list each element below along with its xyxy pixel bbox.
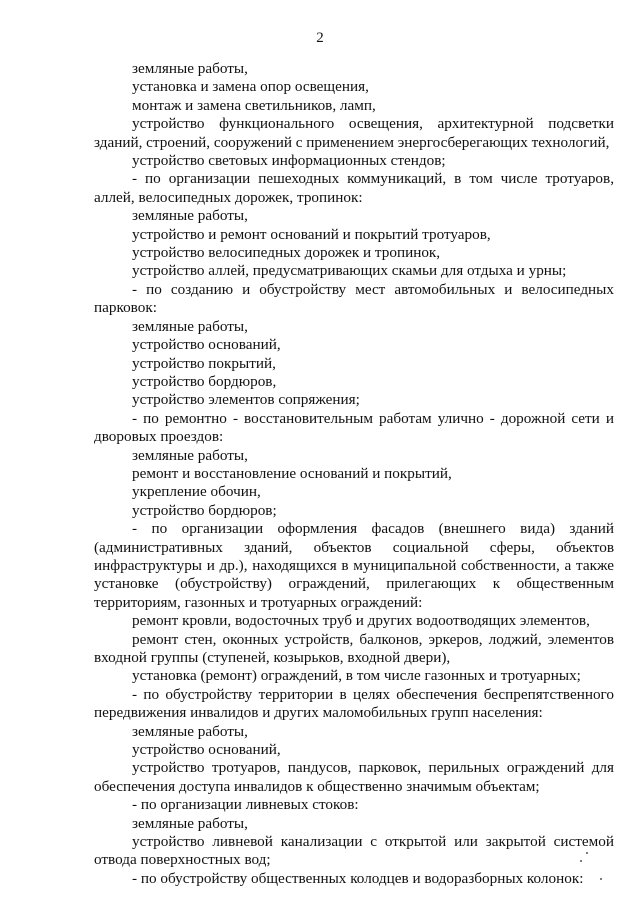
scan-speck bbox=[600, 878, 602, 880]
scan-speck bbox=[586, 852, 588, 854]
paragraph: земляные работы, bbox=[132, 60, 248, 77]
paragraph: устройство велосипедных дорожек и тропинок, bbox=[132, 244, 441, 262]
paragraph: земляные работы, bbox=[132, 722, 248, 740]
paragraph: ремонт стен, оконных устройств, балконов, эркеров, лоджий, элементов входной группы (ступеней, козырьков, входной двери), bbox=[94, 630, 614, 666]
paragraph: земляные работы, bbox=[132, 814, 248, 832]
paragraph: устройство покрытий, bbox=[132, 354, 276, 372]
paragraph: устройство функционального освещения, архитектурной подсветки зданий, строений, сооружений с применением энергосберегающих технологий, bbox=[94, 115, 614, 151]
paragraph: земляные работы, bbox=[132, 207, 248, 225]
body-text bbox=[94, 60, 614, 888]
paragraph: ремонт кровли, водосточных труб и других водоотводящих элементов, bbox=[132, 612, 590, 630]
paragraph: земляные работы, bbox=[132, 446, 248, 464]
paragraph: земляные работы, bbox=[132, 317, 248, 335]
paragraph: устройство бордюров, bbox=[132, 372, 277, 390]
paragraph: - по обустройству территории в целях обеспечения беспрепятственного передвижения инвалидов и других маломобильных групп населения: bbox=[94, 685, 614, 722]
paragraph: - по созданию и обустройству мест автомобильных и велосипедных парковок: bbox=[94, 280, 614, 317]
paragraph: устройство аллей, предусматривающих скамьи для отдыха и урны; bbox=[132, 262, 567, 280]
paragraph: установка и замена опор освещения, bbox=[132, 78, 369, 96]
paragraph: устройство элементов сопряжения; bbox=[132, 391, 360, 409]
paragraph: устройство ливневой канализации с открытой или закрытой системой отвода поверхностных вод; bbox=[94, 833, 614, 869]
paragraph: - по обустройству общественных колодцев и водоразборных колонок: bbox=[132, 869, 584, 887]
paragraph: - по организации оформления фасадов (внешнего вида) зданий (административных зданий, объектов социальной сферы, объектов инфраструктуры и др.), находящихся в муниципальной собственности, а также установке (обустройству) ограждений, прилегающих к общественным территориям, газонных и тротуарных ограждений: bbox=[94, 520, 614, 611]
paragraph: устройство оснований, bbox=[132, 336, 281, 354]
paragraph: устройство тротуаров, пандусов, парковок, перильных ограждений для обеспечения доступа инвалидов к общественно значимым объектам; bbox=[94, 759, 614, 795]
paragraph: устройство и ремонт оснований и покрытий тротуаров, bbox=[132, 225, 491, 243]
paragraph: - по ремонтно - восстановительным работам улично - дорожной сети и дворовых проездов: bbox=[94, 409, 614, 446]
paragraph: - по организации пешеходных коммуникаций, в том числе тротуаров, аллей, велосипедных дорожек, тропинок: bbox=[94, 170, 614, 206]
paragraph: укрепление обочин, bbox=[132, 483, 261, 501]
paragraph: ремонт и восстановление оснований и покрытий, bbox=[132, 464, 452, 482]
scan-speck bbox=[580, 860, 582, 862]
paragraph: устройство бордюров; bbox=[132, 501, 277, 519]
paragraph: - по организации ливневых стоков: bbox=[132, 796, 359, 814]
paragraph: устройство оснований, bbox=[132, 741, 281, 759]
page-number: 2 bbox=[316, 30, 324, 46]
paragraph: устройство световых информационных стендов; bbox=[132, 152, 446, 170]
paragraph: установка (ремонт) ограждений, в том числе газонных и тротуарных; bbox=[132, 667, 581, 685]
paragraph: монтаж и замена светильников, ламп, bbox=[132, 96, 376, 114]
